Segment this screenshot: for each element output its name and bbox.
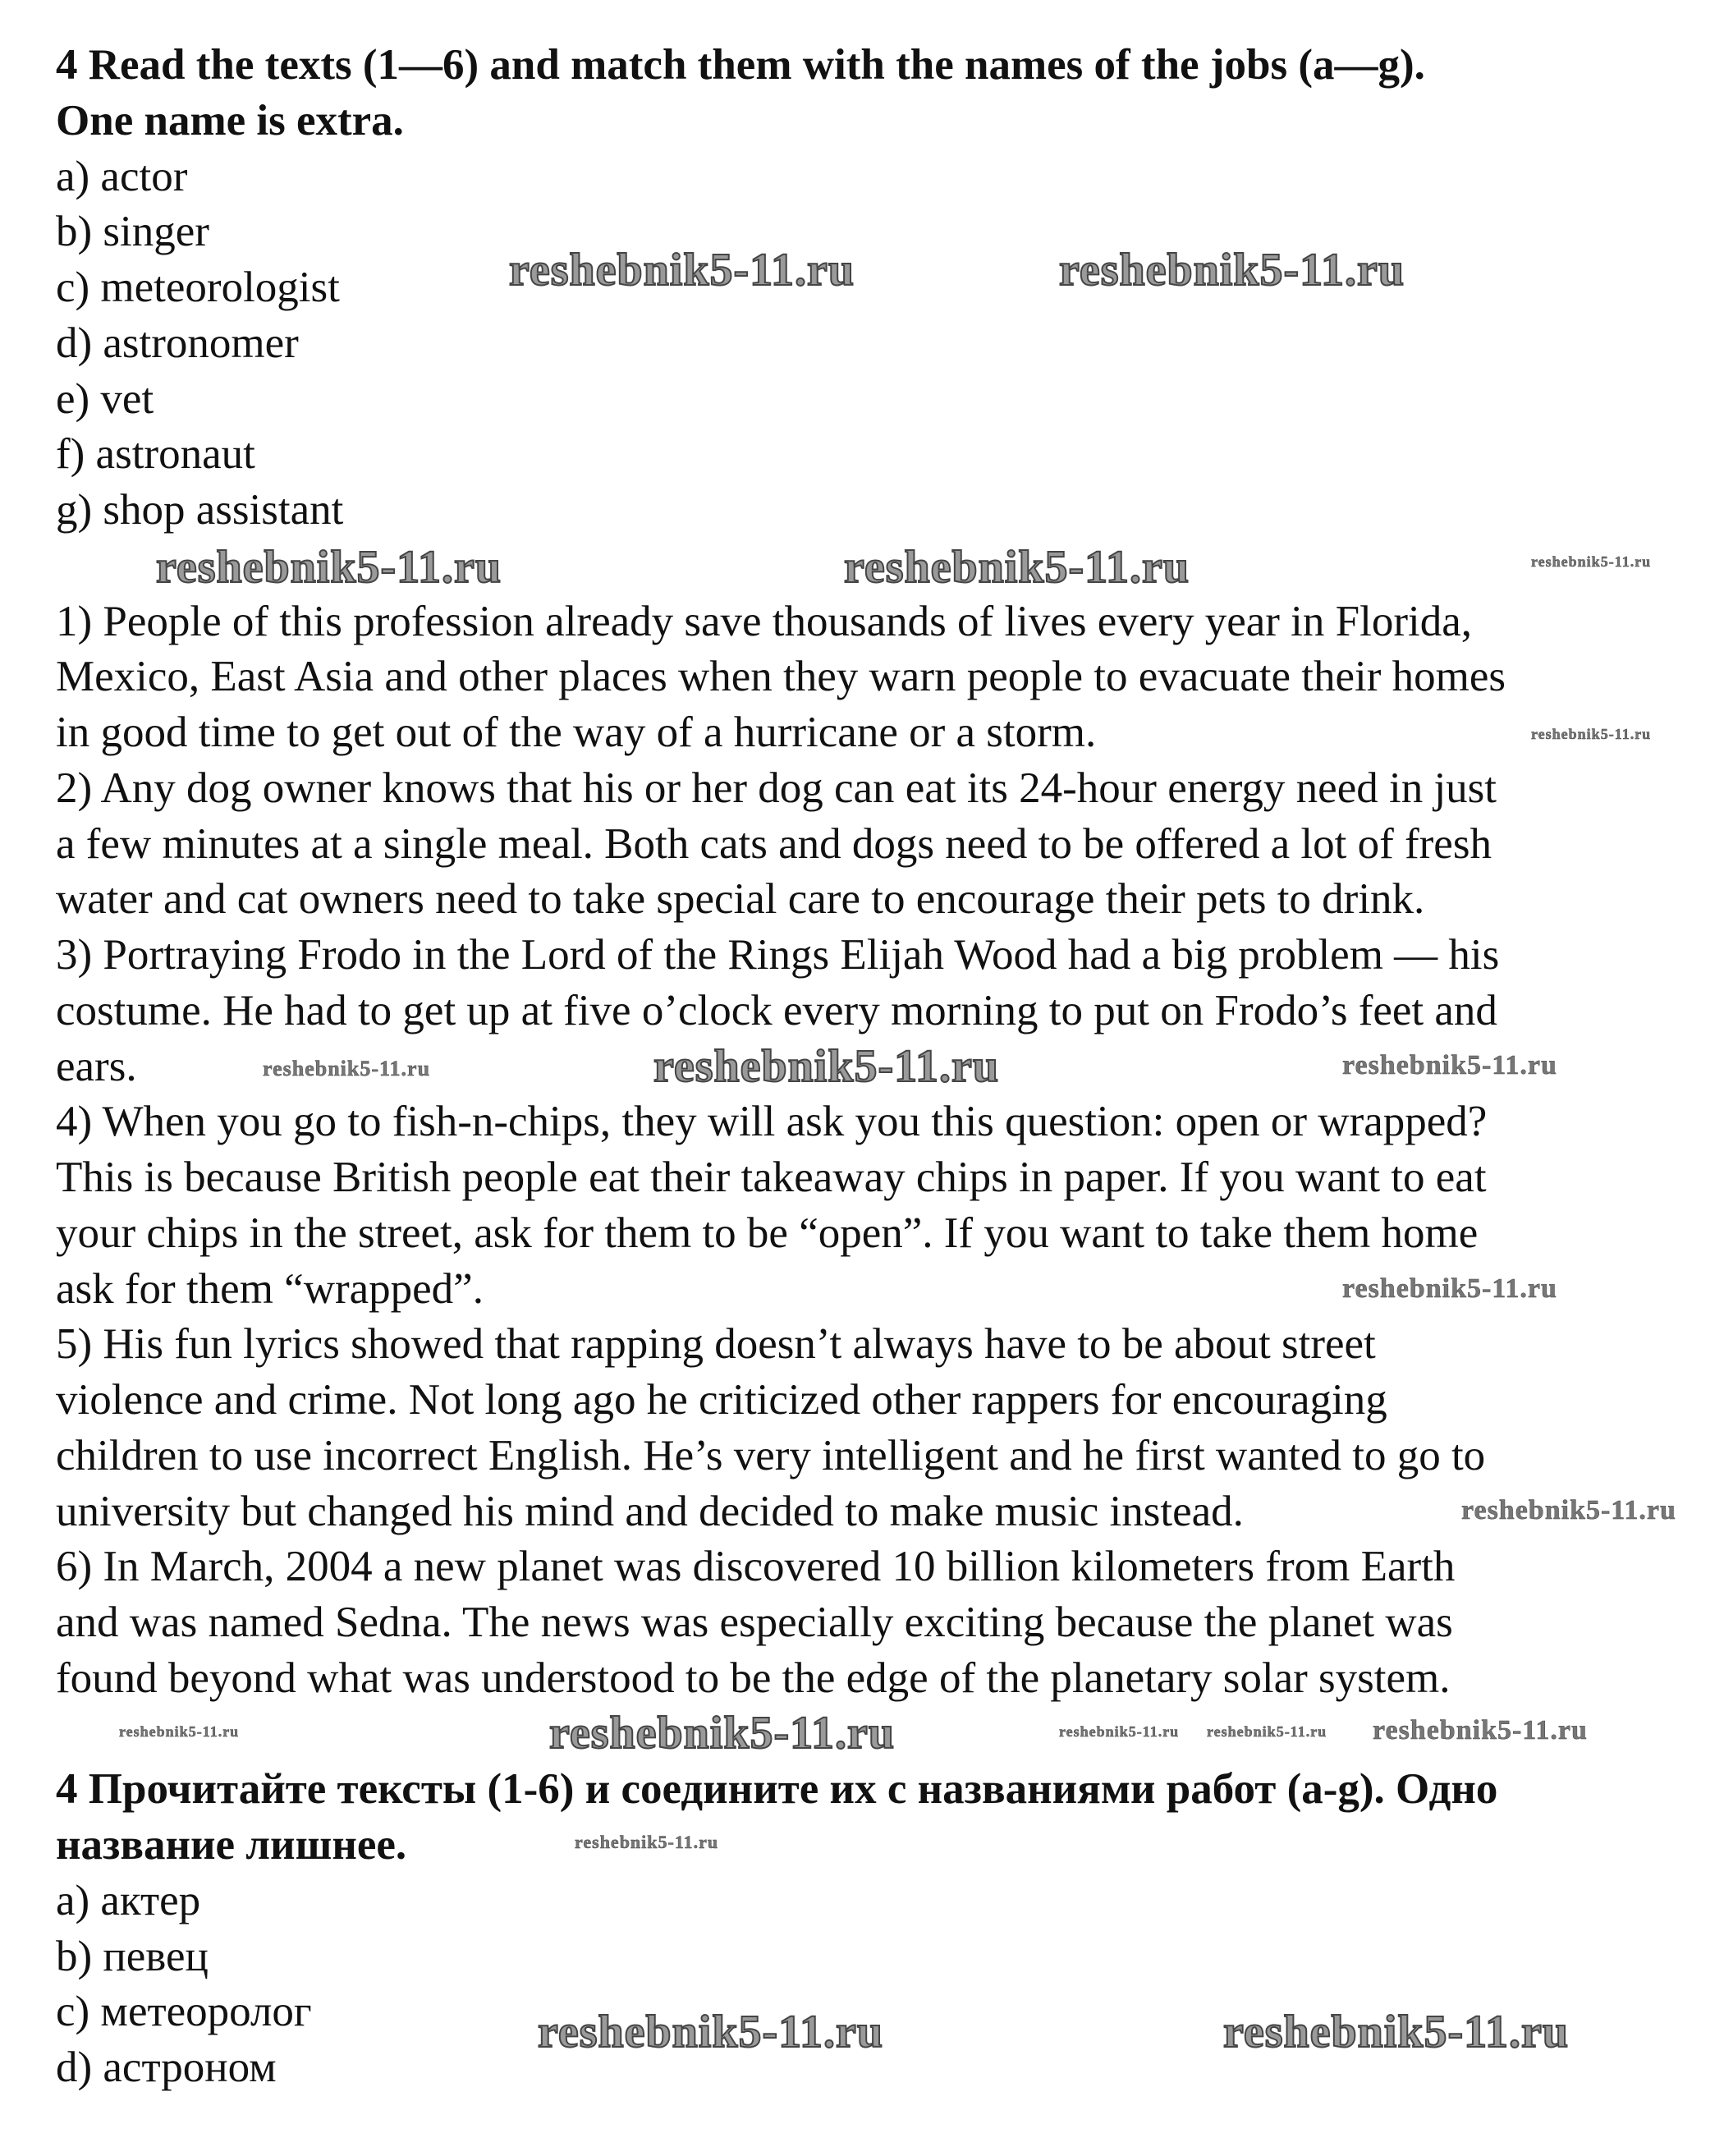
watermark: reshebnik5-11.ru — [549, 1708, 896, 1759]
watermark: reshebnik5-11.ru — [263, 1057, 431, 1080]
watermark: reshebnik5-11.ru — [538, 2007, 884, 2057]
option-ru-a: a) актер — [56, 1876, 201, 1924]
text-4: ask for them “wrapped”. — [56, 1264, 484, 1313]
text-5: 5) His fun lyrics showed that rapping doesn’t always have to be about street — [56, 1320, 1376, 1369]
watermark: reshebnik5-11.ru — [1059, 245, 1405, 296]
option-c: c) meteorologist — [56, 264, 340, 311]
option-a: a) actor — [56, 152, 188, 200]
option-ru-b: b) певец — [56, 1932, 209, 1980]
text-5: university but changed his mind and decided to make music instead. — [56, 1487, 1244, 1535]
watermark: reshebnik5-11.ru — [1373, 1715, 1588, 1745]
watermark: reshebnik5-11.ru — [1531, 726, 1652, 742]
option-e: e) vet — [56, 374, 154, 423]
watermark: reshebnik5-11.ru — [156, 542, 502, 593]
task-heading-ru: 4 Прочитайте тексты (1-6) и соедините их с названиями работ (a-g). Одно — [56, 1765, 1498, 1814]
text-3: ears. — [56, 1042, 137, 1090]
watermark: reshebnik5-11.ru — [653, 1041, 1000, 1092]
watermark: reshebnik5-11.ru — [575, 1832, 719, 1852]
task-heading-en: One name is extra. — [56, 96, 404, 144]
text-3: costume. He had to get up at five o’clock every morning to put on Frodo’s feet and — [56, 986, 1497, 1034]
text-4: your chips in the street, ask for them to be “open”. If you want to take them home — [56, 1209, 1479, 1257]
text-5: violence and crime. Not long ago he criticized other rappers for encouraging — [56, 1376, 1387, 1424]
text-6: and was named Sedna. The news was especially exciting because the planet was — [56, 1599, 1453, 1646]
text-2: a few minutes at a single meal. Both cats and dogs need to be offered a lot of fresh — [56, 819, 1492, 868]
watermark: reshebnik5-11.ru — [1461, 1495, 1676, 1525]
text-1: Mexico, East Asia and other places when they warn people to evacuate their homes — [56, 653, 1506, 701]
watermark: reshebnik5-11.ru — [1059, 1723, 1180, 1740]
task-heading-en: 4 Read the texts (1—6) and match them with the names of the jobs (a—g). — [56, 41, 1425, 89]
text-2: water and cat owners need to take special care to encourage their pets to drink. — [56, 875, 1425, 924]
option-b: b) singer — [56, 208, 209, 256]
watermark: reshebnik5-11.ru — [1207, 1723, 1327, 1740]
text-6: 6) In March, 2004 a new planet was discovered 10 billion kilometers from Earth — [56, 1543, 1456, 1591]
text-5: children to use incorrect English. He’s very intelligent and he first wanted to go to — [56, 1431, 1486, 1479]
option-ru-d: d) астроном — [56, 2044, 277, 2091]
watermark: reshebnik5-11.ru — [1531, 553, 1652, 570]
text-6: found beyond what was understood to be the edge of the planetary solar system. — [56, 1654, 1451, 1702]
text-2: 2) Any dog owner knows that his or her dog can eat its 24-hour energy need in just — [56, 764, 1497, 812]
text-1: 1) People of this profession already save thousands of lives every year in Florida, — [56, 597, 1473, 645]
text-4: 4) When you go to fish-n-chips, they will ask you this question: open or wrapped? — [56, 1098, 1488, 1146]
watermark: reshebnik5-11.ru — [509, 245, 855, 296]
watermark: reshebnik5-11.ru — [1223, 2007, 1570, 2057]
option-d: d) astronomer — [56, 319, 299, 367]
option-f: f) astronaut — [56, 430, 255, 479]
watermark: reshebnik5-11.ru — [844, 542, 1190, 593]
option-g: g) shop assistant — [56, 486, 344, 534]
watermark: reshebnik5-11.ru — [119, 1723, 240, 1740]
text-3: 3) Portraying Frodo in the Lord of the Rings Elijah Wood had a big problem — his — [56, 931, 1500, 979]
task-heading-ru: название лишнее. — [56, 1821, 407, 1869]
text-1: in good time to get out of the way of a hurricane or a storm. — [56, 709, 1097, 756]
option-ru-c: c) метеоролог — [56, 1988, 312, 2036]
watermark: reshebnik5-11.ru — [1342, 1273, 1557, 1304]
text-4: This is because British people eat their takeaway chips in paper. If you want to eat — [56, 1154, 1487, 1201]
watermark: reshebnik5-11.ru — [1342, 1050, 1557, 1080]
